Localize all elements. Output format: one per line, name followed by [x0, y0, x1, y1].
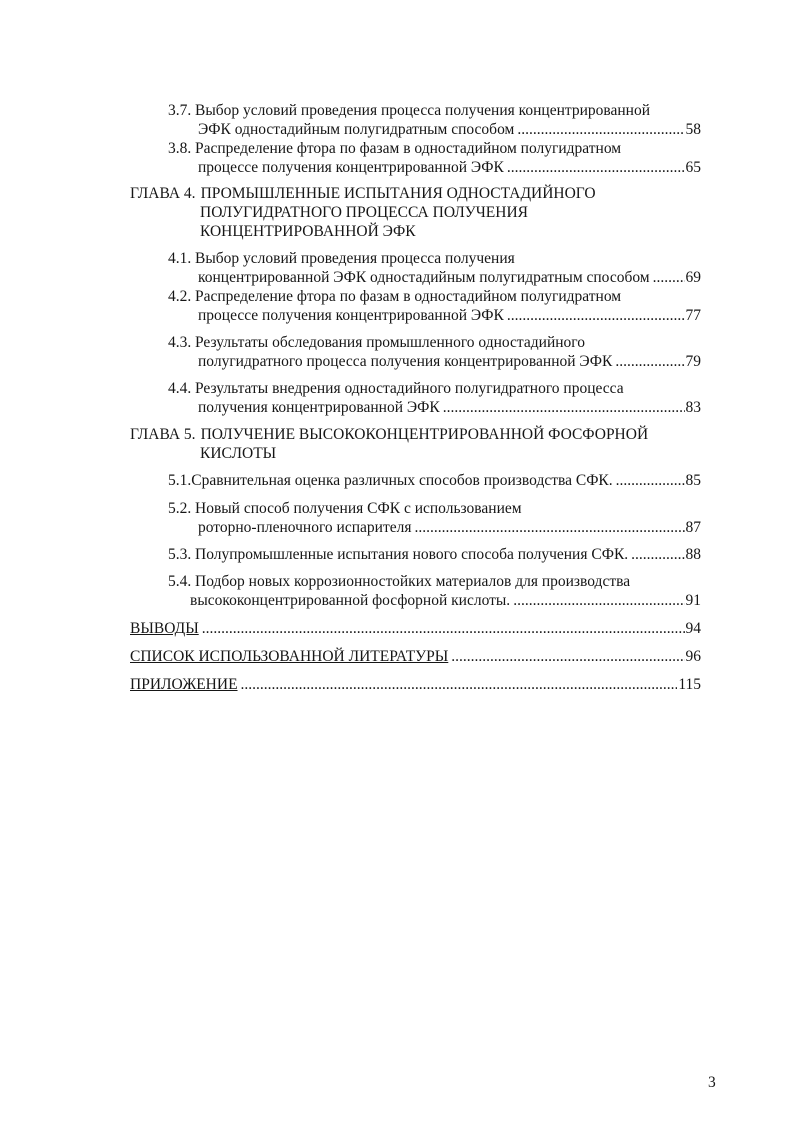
section-title: Выбор условий проведения процесса получения — [195, 250, 515, 267]
leader-dots — [507, 306, 685, 325]
page-number: 65 — [685, 159, 701, 176]
toc-chapter-5 — [130, 425, 701, 463]
toc-entry-4-2 — [168, 287, 701, 325]
section-number: 5.3. — [168, 546, 192, 563]
section-title-continued: концентрированной ЭФК одностадийным полугидратным способом — [198, 269, 650, 286]
leader-dots — [241, 675, 678, 694]
chapter-title: ПРОМЫШЛЕННЫЕ ИСПЫТАНИЯ ОДНОСТАДИЙНОГО — [200, 185, 596, 202]
chapter-heading-line — [130, 184, 701, 203]
toc-entry-references — [130, 647, 701, 666]
page-number: 85 — [685, 472, 701, 489]
page-number: 91 — [685, 592, 701, 609]
toc-entry-line — [168, 158, 701, 177]
section-number: 3.8. — [168, 140, 192, 157]
section-title-continued: роторно-пленочного испарителя — [198, 519, 412, 536]
chapter-title: ПОЛУЧЕНИЕ ВЫСОКОКОНЦЕНТРИРОВАННОЙ ФОСФОРНОЙ — [200, 426, 649, 443]
leader-dots — [517, 120, 684, 139]
section-number: 4.3. — [168, 334, 192, 351]
page-number: 115 — [678, 676, 701, 693]
section-title-continued: полугидратного процесса получения концентрированной ЭФК — [198, 353, 613, 370]
section-number: 5.2. — [168, 500, 192, 517]
leader-dots — [615, 352, 684, 371]
appendix-title: ПРИЛОЖЕНИЕ — [130, 676, 238, 693]
toc-chapter-4 — [130, 184, 701, 241]
toc-entry-line — [168, 379, 701, 398]
toc-entry-line — [168, 572, 701, 591]
leader-dots — [443, 398, 685, 417]
page-number: 83 — [685, 399, 701, 416]
table-of-contents — [130, 101, 701, 694]
toc-entry-line — [168, 268, 701, 287]
chapter-heading-line — [130, 203, 701, 222]
section-title: Новый способ получения СФК с использованием — [195, 500, 522, 517]
toc-entry-line — [168, 545, 701, 564]
section-title: Распределение фтора по фазам в одностадийном полугидратном — [195, 288, 622, 305]
toc-entry-4-1 — [168, 249, 701, 287]
toc-entry-4-3 — [168, 333, 701, 371]
section-title: Выбор условий проведения процесса получения концентрированной — [195, 102, 651, 119]
toc-entry-appendix — [130, 675, 701, 694]
toc-entry-4-4 — [168, 379, 701, 417]
toc-entry-line — [168, 471, 701, 490]
toc-entry-line — [168, 352, 701, 371]
leader-dots — [451, 647, 684, 666]
toc-entry-line — [130, 675, 701, 694]
toc-entry-3-8 — [168, 139, 701, 177]
page-number: 58 — [685, 121, 701, 138]
section-title-continued: получения концентрированной ЭФК — [198, 399, 440, 416]
toc-entry-line — [168, 591, 701, 610]
chapter-label: ГЛАВА 4. — [130, 185, 196, 202]
chapter-heading-line — [130, 222, 701, 241]
section-number: 4.2. — [168, 288, 192, 305]
toc-entry-5-3 — [168, 545, 701, 564]
chapter-title-continued: КИСЛОТЫ — [200, 445, 277, 462]
leader-dots — [631, 545, 684, 564]
section-number: 5.4. — [168, 573, 192, 590]
toc-entry-line — [168, 333, 701, 352]
toc-entry-line — [168, 120, 701, 139]
section-title-continued: процессе получения концентрированной ЭФК — [198, 307, 504, 324]
section-title: Сравнительная оценка различных способов производства СФК. — [191, 472, 613, 489]
page-number: 88 — [685, 546, 701, 563]
section-number: 4.1. — [168, 250, 192, 267]
toc-entry-line — [168, 249, 701, 268]
section-title: Результаты обследования промышленного одностадийного — [195, 334, 586, 351]
section-title-continued: процессе получения концентрированной ЭФК — [198, 159, 504, 176]
chapter-label: ГЛАВА 5. — [130, 426, 196, 443]
toc-entry-line — [130, 647, 701, 666]
leader-dots — [202, 619, 685, 638]
conclusions-title: ВЫВОДЫ — [130, 620, 199, 637]
chapter-title-continued: ПОЛУГИДРАТНОГО ПРОЦЕССА ПОЛУЧЕНИЯ — [200, 204, 528, 221]
section-title-continued: высококонцентрированной фосфорной кислоты. — [190, 592, 511, 609]
toc-entry-line — [168, 306, 701, 325]
page-number: 87 — [685, 519, 701, 536]
section-title: Подбор новых коррозионностойких материалов для производства — [195, 573, 631, 590]
page-number: 69 — [685, 269, 701, 286]
document-page-number: 3 — [708, 1074, 716, 1091]
toc-entry-conclusions — [130, 619, 701, 638]
references-title: СПИСОК ИСПОЛЬЗОВАННОЙ ЛИТЕРАТУРЫ — [130, 648, 449, 665]
toc-entry-line — [168, 139, 701, 158]
leader-dots — [513, 591, 684, 610]
toc-entry-line — [168, 398, 701, 417]
toc-entry-5-2 — [168, 499, 701, 537]
toc-entry-line — [168, 287, 701, 306]
section-number: 3.7. — [168, 102, 192, 119]
section-title: Результаты внедрения одностадийного полугидратного процесса — [195, 380, 624, 397]
toc-entry-3-7 — [168, 101, 701, 139]
page-number: 77 — [685, 307, 701, 324]
toc-entry-5-1 — [168, 471, 701, 490]
section-number: 4.4. — [168, 380, 192, 397]
section-title: Распределение фтора по фазам в одностадийном полугидратном — [195, 140, 622, 157]
section-number: 5.1. — [168, 472, 192, 489]
toc-entry-line — [168, 499, 701, 518]
toc-entry-line — [130, 619, 701, 638]
leader-dots — [507, 158, 685, 177]
chapter-title-continued: КОНЦЕНТРИРОВАННОЙ ЭФК — [200, 223, 416, 240]
leader-dots — [653, 268, 685, 287]
section-title: Полупромышленные испытания нового способа получения СФК. — [195, 546, 629, 563]
leader-dots — [616, 471, 685, 490]
chapter-heading-line — [130, 425, 701, 444]
toc-entry-line — [168, 101, 701, 120]
page-number: 96 — [685, 648, 701, 665]
page-number: 94 — [685, 620, 701, 637]
chapter-heading-line — [130, 444, 701, 463]
toc-entry-5-4 — [168, 572, 701, 610]
page-number: 79 — [685, 353, 701, 370]
toc-entry-line — [168, 518, 701, 537]
leader-dots — [414, 518, 684, 537]
section-title-continued: ЭФК одностадийным полугидратным способом — [198, 121, 515, 138]
